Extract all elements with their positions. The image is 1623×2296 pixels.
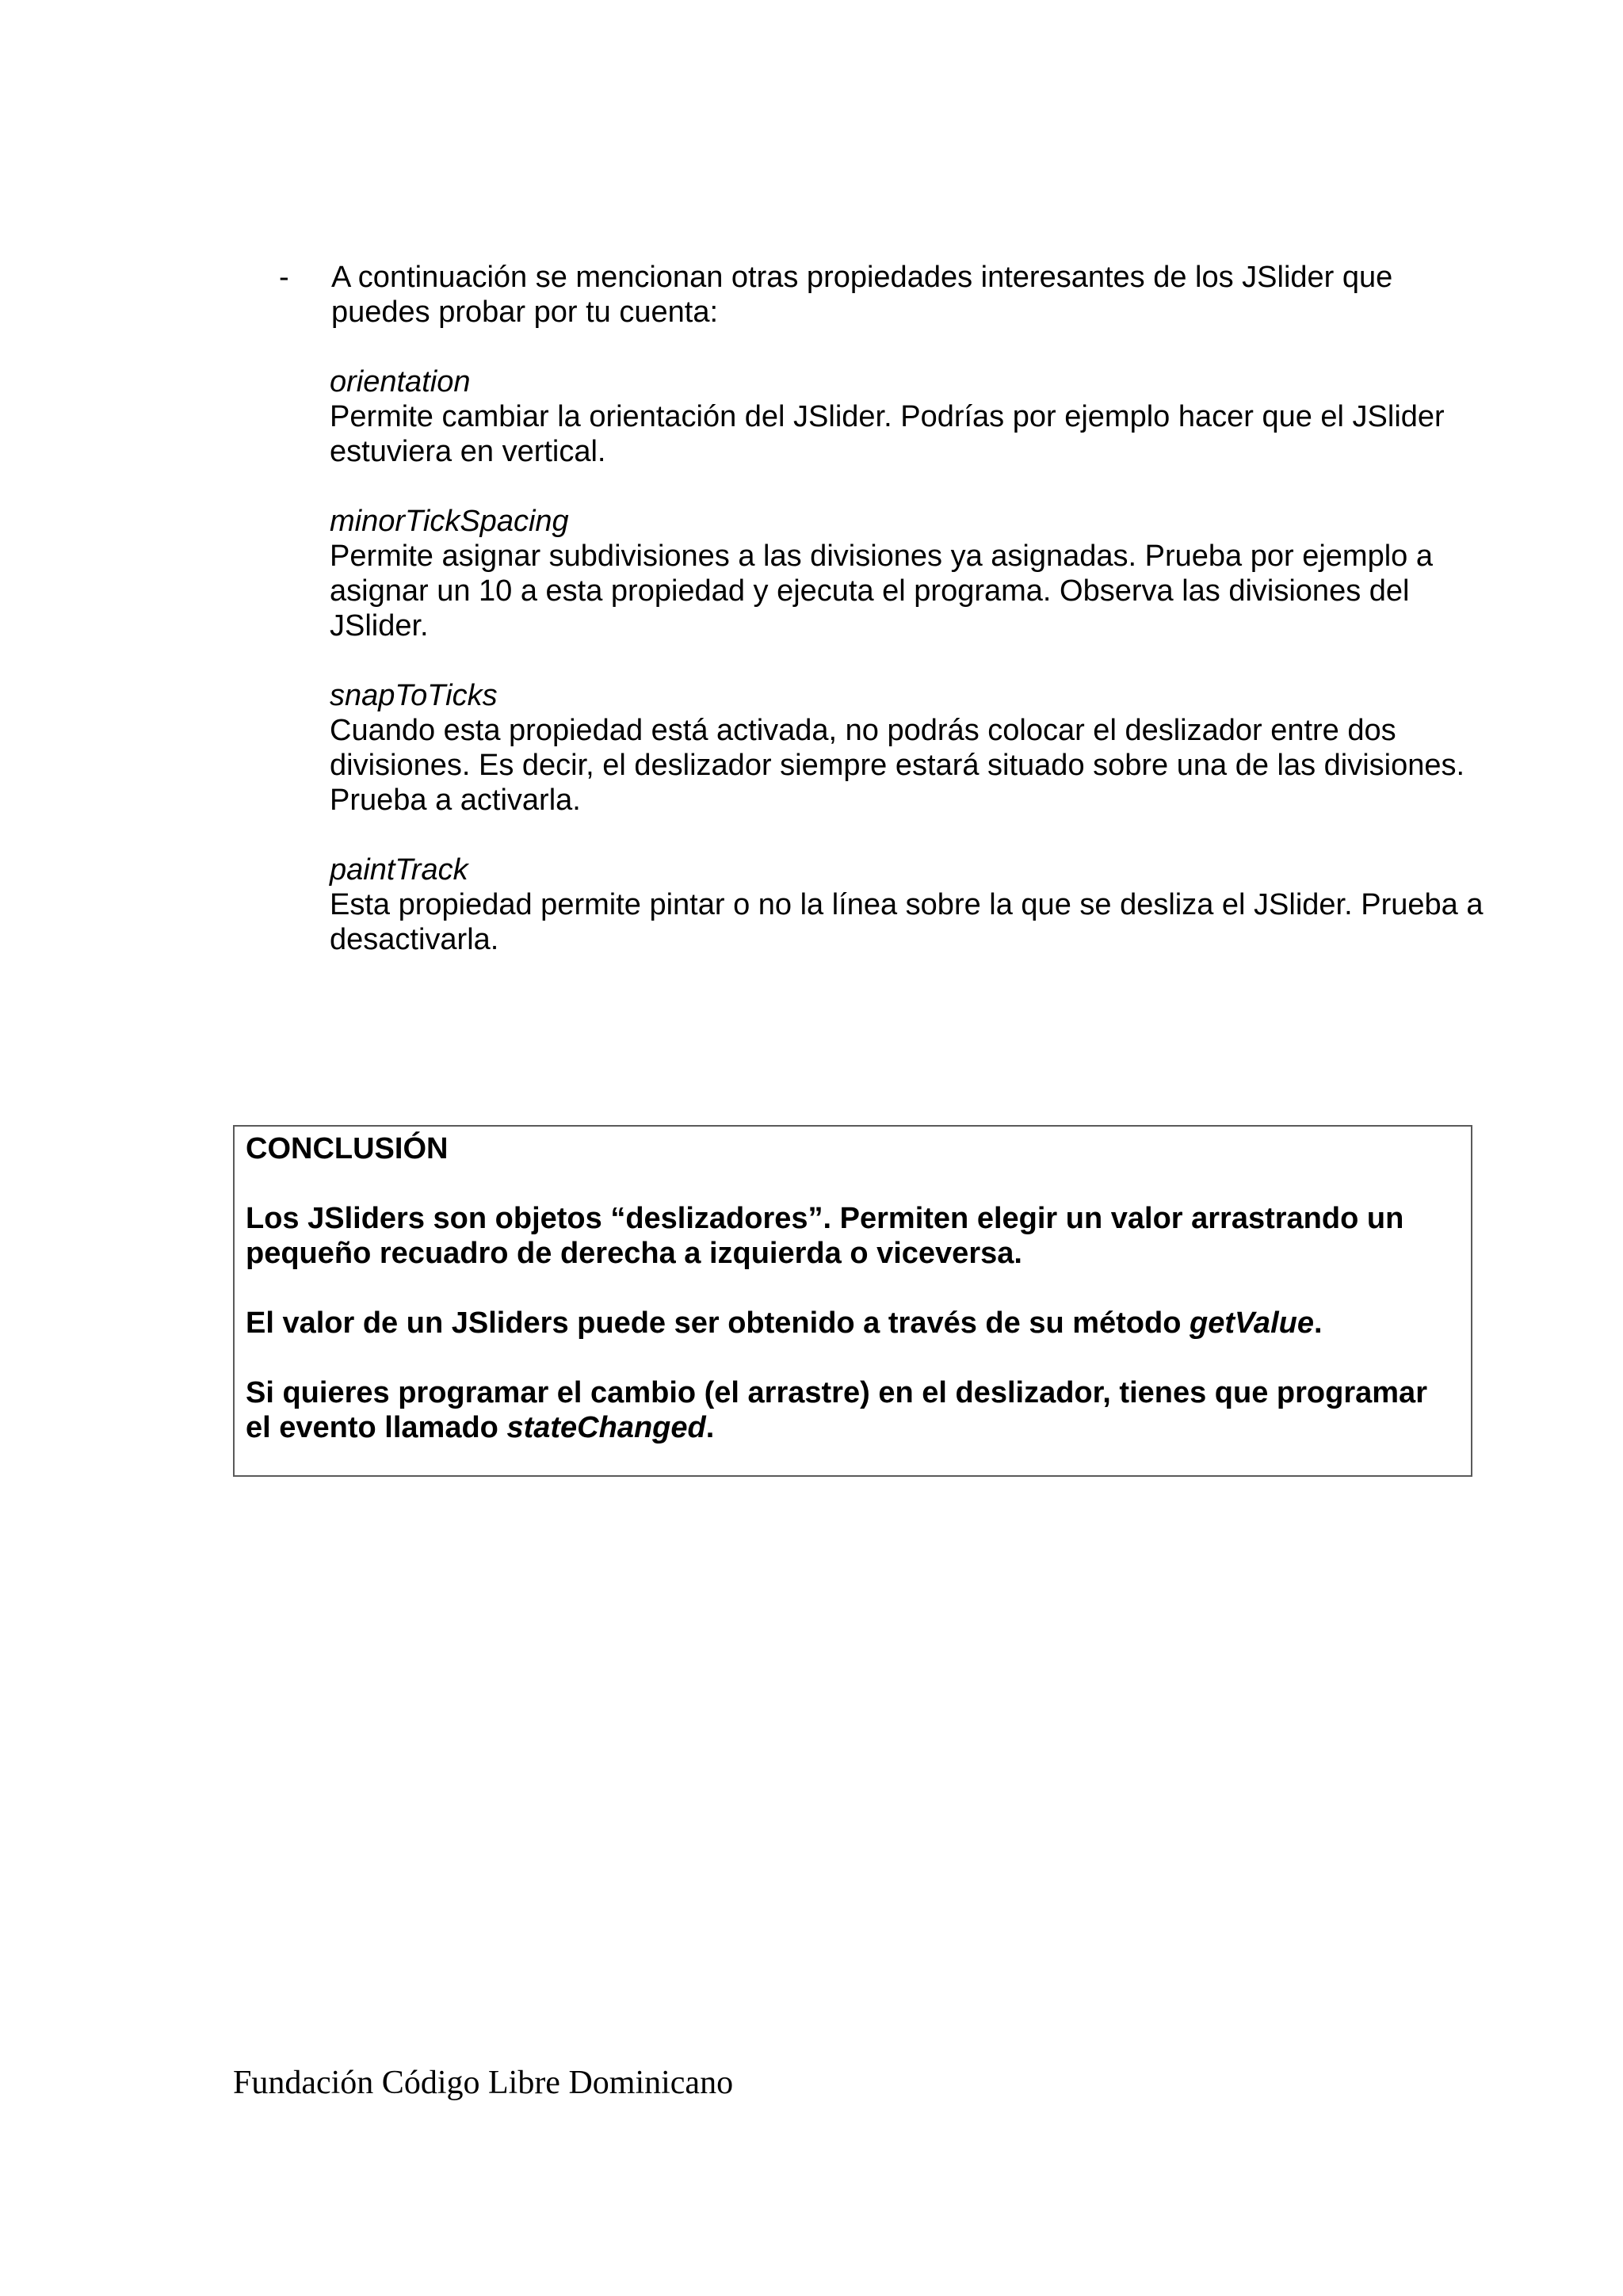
conclusion-p2-end: . [1313, 1306, 1323, 1340]
property-item [330, 852, 1487, 957]
property-description: Esta propiedad permite pintar o no la línea sobre la que se desliza el JSlider. Prueba a desactivarla. [330, 888, 1484, 956]
property-name: orientation [330, 365, 471, 399]
page-footer: Fundación Código Libre Dominicano [233, 2065, 734, 2101]
conclusion-p3-end: . [705, 1411, 715, 1444]
property-description: Permite cambiar la orientación del JSlider. Podrías por ejemplo hacer que el JSlider estuviera en vertical. [330, 400, 1445, 468]
property-description: Cuando esta propiedad está activada, no podrás colocar el deslizador entre dos divisiones. Es decir, el deslizador siempre estará situado sobre una de las divisiones. Prueba a activarla. [330, 714, 1465, 817]
property-name: snapToTicks [330, 679, 498, 712]
conclusion-p2-text: El valor de un JSliders puede ser obtenido a través de su método [246, 1306, 1190, 1340]
conclusion-paragraph-3 [246, 1375, 1460, 1445]
conclusion-paragraph-2 [246, 1306, 1460, 1341]
property-name: minorTickSpacing [330, 505, 569, 538]
property-item [330, 364, 1487, 469]
conclusion-p3-event: stateChanged [506, 1411, 706, 1444]
conclusion-box [233, 1125, 1472, 1477]
intro-text: A continuación se mencionan otras propiedades interesantes de los JSlider que puedes probar por tu cuenta: [331, 261, 1393, 329]
property-name: paintTrack [330, 853, 468, 887]
conclusion-title: CONCLUSIÓN [246, 1132, 449, 1165]
conclusion-p2-method: getValue [1190, 1306, 1314, 1340]
property-item [330, 678, 1487, 818]
conclusion-p3-text: Si quieres programar el cambio (el arrastre) en el deslizador, tienes que programar el evento llamado [246, 1376, 1427, 1444]
bullet-dash: - [279, 261, 289, 294]
intro-bullet-item [279, 260, 1484, 330]
conclusion-paragraph-1: Los JSliders son objetos “deslizadores”. Permiten elegir un valor arrastrando un pequeño recuadro de derecha a izquierda o viceversa. [246, 1202, 1404, 1270]
property-list [330, 364, 1487, 992]
property-item [330, 504, 1487, 643]
property-description: Permite asignar subdivisiones a las divisiones ya asignadas. Prueba por ejemplo a asignar un 10 a esta propiedad y ejecuta el programa. Observa las divisiones del JSlider. [330, 540, 1433, 643]
